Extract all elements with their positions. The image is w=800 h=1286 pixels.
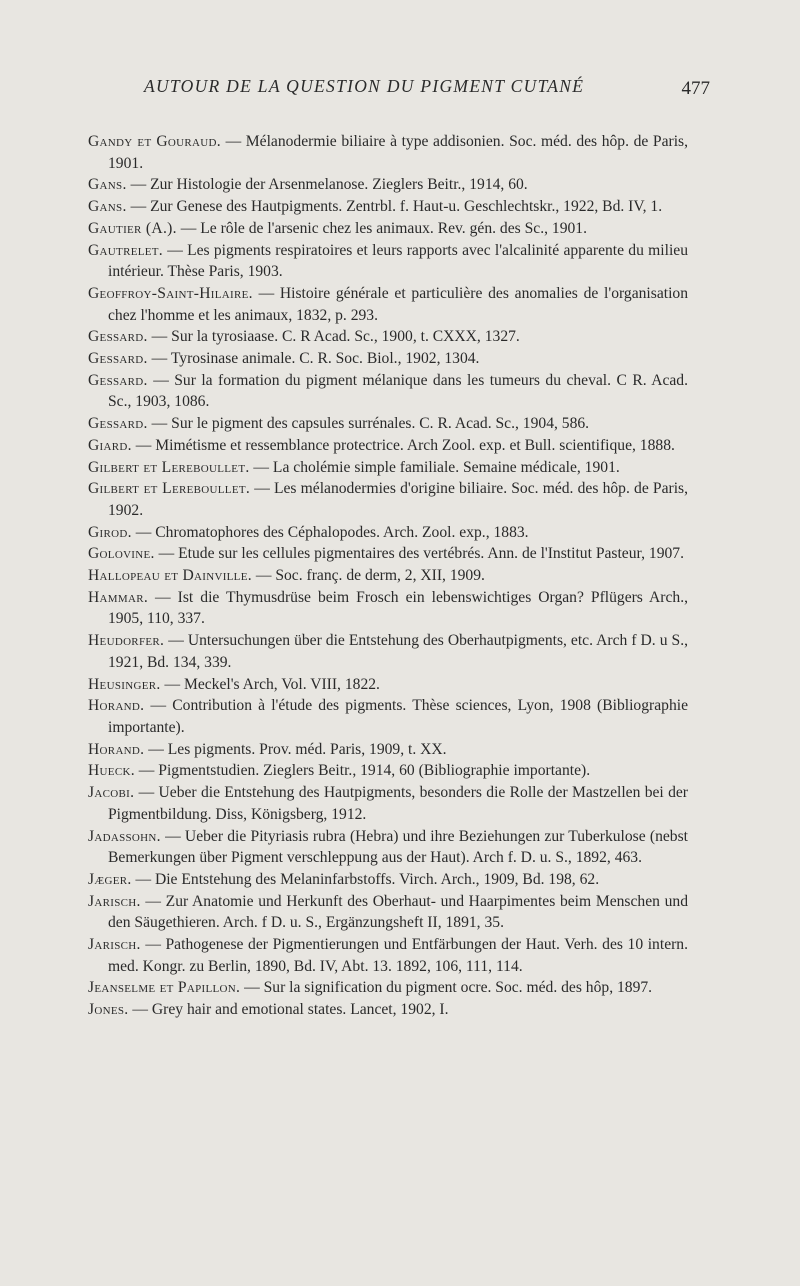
reference-author: Golovine. [88, 545, 155, 563]
reference-text: — Die Entstehung des Melaninfarbstoffs. Virch. Arch., 1909, Bd. 198, 62. [131, 870, 600, 888]
reference-text: — Grey hair and emotional states. Lancet, 1902, I. [128, 1001, 449, 1019]
reference-author: Jeanselme et Papillon. [88, 979, 241, 997]
reference-entry [88, 934, 688, 977]
reference-text: — Ueber die Entstehung des Hautpigments, besonders die Rolle der Mastzellen bei der Pigmentbildung. Diss, Königsberg, 1912. [108, 784, 688, 823]
reference-entry [88, 999, 688, 1021]
reference-text: — Le rôle de l'arsenic chez les animaux. Rev. gén. des Sc., 1901. [176, 219, 587, 237]
reference-author: Hammar. [88, 588, 149, 606]
reference-entry [88, 174, 688, 196]
reference-entry [88, 240, 688, 283]
reference-text: — Soc. franç. de derm, 2, XII, 1909. [251, 567, 485, 585]
reference-author: Jones. [88, 1001, 129, 1019]
reference-entry [88, 413, 688, 435]
reference-author: Hallopeau et Dainville. [88, 567, 252, 585]
reference-author: Gautrelet. [88, 241, 163, 259]
reference-author: Hueck. [88, 762, 135, 780]
reference-author: Girod. [88, 523, 132, 541]
reference-author: Gautier (A.). [88, 219, 177, 237]
reference-text: — Mimétisme et ressemblance protectrice. Arch Zool. exp. et Bull. scientifique, 1888. [131, 436, 675, 454]
reference-author: Jarisch. [88, 892, 141, 910]
reference-text: — Mélanodermie biliaire à type addisonien. Soc. méd. des hôp. de Paris, 1901. [108, 133, 689, 172]
reference-entry [88, 826, 688, 869]
reference-author: Gans. [88, 176, 127, 194]
reference-author: Horand. [88, 740, 145, 758]
reference-author: Gilbert et Lereboullet. [88, 480, 251, 498]
reference-text: — Sur le pigment des capsules surrénales. C. R. Acad. Sc., 1904, 586. [147, 415, 590, 433]
reference-author: Jarisch. [88, 936, 141, 954]
reference-entry [88, 695, 688, 738]
reference-entry [88, 218, 688, 240]
reference-author: Gessard. [88, 415, 148, 433]
reference-text: — Ueber die Pityriasis rubra (Hebra) und ihre Beziehungen zur Tuberkulose (nebst Bemerkungen über Pigment verschleppung aus der Haut). Arch f. D. u. S., 1892, 463. [108, 827, 688, 867]
reference-entry [88, 435, 688, 457]
reference-entry [88, 543, 688, 565]
running-title: AUTOUR DE LA QUESTION DU PIGMENT CUTANÉ [144, 76, 585, 96]
reference-text: — Zur Genese des Hautpigments. Zentrbl. f. Haut-u. Geschlechtskr., 1922, Bd. IV, 1. [126, 198, 663, 216]
reference-entry [88, 782, 688, 825]
reference-list [88, 131, 688, 1021]
reference-text: — Pigmentstudien. Zieglers Beitr., 1914, 60 (Bibliographie importante). [134, 762, 591, 780]
reference-text: — Ist die Thymusdrüse beim Frosch ein lebenswichtiges Organ? Pflügers Arch., 1905, 110, 337. [108, 588, 688, 628]
reference-entry [88, 977, 688, 999]
reference-entry [88, 630, 688, 673]
reference-text: — Pathogenese der Pigmentierungen und Entfärbungen der Haut. Verh. des 10 intern. med. Kongr. zu Berlin, 1890, Bd. IV, Abt. 13. 1892, 106, 111, 114. [108, 936, 688, 975]
reference-entry [88, 891, 688, 934]
reference-author: Gilbert et Lereboullet. [88, 458, 250, 476]
reference-entry [88, 565, 688, 587]
reference-text: — Sur la signification du pigment ocre. Soc. méd. des hôp, 1897. [240, 979, 653, 997]
reference-author: Heusinger. [88, 675, 161, 693]
reference-text: — Les pigments. Prov. méd. Paris, 1909, t. XX. [144, 740, 447, 758]
reference-author: Giard. [88, 436, 132, 454]
reference-entry [88, 283, 688, 326]
reference-entry [88, 348, 688, 370]
reference-entry [88, 131, 688, 174]
reference-author: Jadassohn. [88, 827, 161, 845]
reference-text: — Sur la formation du pigment mélanique dans les tumeurs du cheval. C R. Acad. Sc., 1903, 1086. [108, 371, 688, 411]
reference-entry [88, 674, 688, 696]
reference-entry [88, 457, 688, 479]
reference-text: — Zur Anatomie und Herkunft des Oberhaut- und Haarpimentes beim Menschen und den Säugethieren. Arch. f D. u. S., Ergänzungsheft II, 1891, 35. [108, 892, 688, 932]
reference-text: — Les pigments respiratoires et leurs rapports avec l'alcalinité apparente du milieu intérieur. Thèse Paris, 1903. [108, 241, 688, 281]
reference-author: Geoffroy-Saint-Hilaire. [88, 284, 253, 302]
reference-text: — Sur la tyrosiaase. C. R Acad. Sc., 1900, t. CXXX, 1327. [147, 328, 520, 346]
reference-text: — Histoire générale et particulière des anomalies de l'organisation chez l'homme et les animaux, 1832, p. 293. [108, 284, 688, 324]
reference-author: Gessard. [88, 371, 148, 389]
reference-entry [88, 196, 688, 218]
reference-entry [88, 760, 688, 782]
reference-text: — La cholémie simple familiale. Semaine médicale, 1901. [249, 458, 620, 476]
reference-text: — Zur Histologie der Arsenmelanose. Zieglers Beitr., 1914, 60. [126, 176, 528, 194]
reference-entry [88, 478, 688, 521]
reference-author: Heudorfer. [88, 632, 165, 650]
reference-author: Jæger. [88, 870, 132, 888]
reference-text: — Chromatophores des Céphalopodes. Arch. Zool. exp., 1883. [131, 523, 529, 541]
reference-entry [88, 522, 688, 544]
reference-author: Horand. [88, 697, 145, 715]
reference-entry [88, 869, 688, 891]
reference-author: Gans. [88, 198, 127, 216]
reference-author: Jacobi. [88, 784, 135, 802]
reference-text: — Etude sur les cellules pigmentaires des vertébrés. Ann. de l'Institut Pasteur, 1907. [154, 545, 684, 563]
page-number: 477 [681, 78, 710, 99]
reference-text: — Meckel's Arch, Vol. VIII, 1822. [160, 675, 380, 693]
reference-entry [88, 587, 688, 630]
reference-author: Gandy et Gouraud. [88, 133, 221, 150]
reference-text: — Contribution à l'étude des pigments. Thèse sciences, Lyon, 1908 (Bibliographie importante). [108, 697, 688, 736]
page-header [140, 76, 710, 106]
reference-entry [88, 326, 688, 348]
reference-entry [88, 739, 688, 761]
reference-text: — Tyrosinase animale. C. R. Soc. Biol., 1902, 1304. [147, 350, 480, 368]
reference-author: Gessard. [88, 328, 148, 346]
reference-text: — Untersuchungen über die Entstehung des Oberhautpigments, etc. Arch f D. u S., 1921, Bd. 134, 339. [108, 632, 688, 671]
reference-text: — Les mélanodermies d'origine biliaire. Soc. méd. des hôp. de Paris, 1902. [108, 480, 688, 519]
reference-entry [88, 370, 688, 413]
reference-author: Gessard. [88, 350, 148, 368]
